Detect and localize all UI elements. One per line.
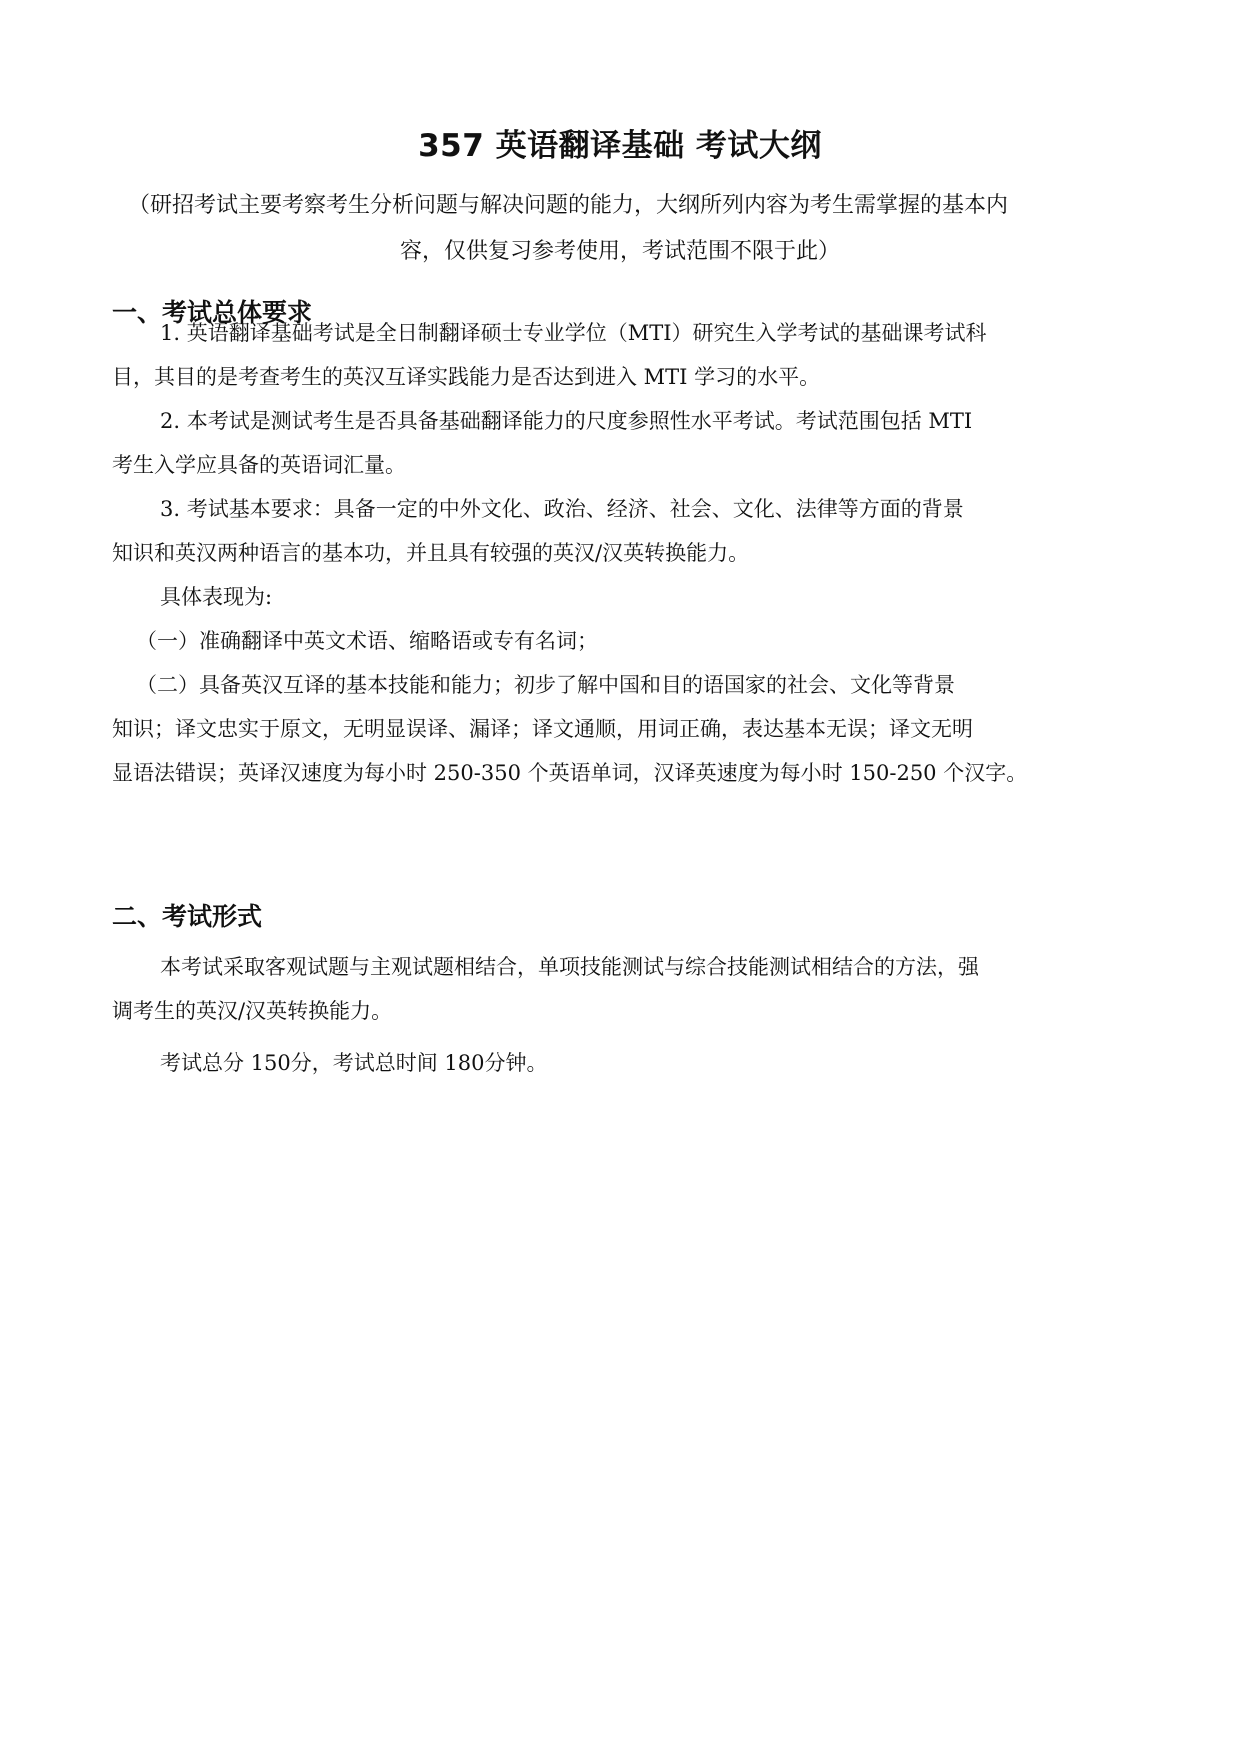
- exam-format-line-1: 本考试采取客观试题与主观试题相结合，单项技能测试与综合技能测试相结合的方法，强: [160, 955, 979, 979]
- performance-item-2-line-1: （二）具备英汉互译的基本技能和能力；初步了解中国和目的语国家的社会、文化等背景: [136, 673, 955, 697]
- specific-performance-label: 具体表现为:: [160, 585, 273, 609]
- scope-note-line-2: 容，仅供复习参考使用，考试范围不限于此）: [399, 239, 840, 264]
- requirement-3-line-2: 知识和英汉两种语言的基本功，并且具有较强的英汉/汉英转换能力。: [112, 541, 750, 565]
- exam-format-line-2: 调考生的英汉/汉英转换能力。: [112, 999, 393, 1023]
- scope-note-line-1: （研招考试主要考察考生分析问题与解决问题的能力，大纲所列内容为考生需掌握的基本内: [128, 193, 1009, 218]
- exam-score-time: 考试总分 150分，考试总时间 180分钟。: [160, 1051, 548, 1075]
- page-title: 357 英语翻译基础 考试大纲: [418, 128, 822, 164]
- section-heading-exam-format: 二、考试形式: [112, 902, 263, 931]
- performance-item-2-line-3: 显语法错误；英译汉速度为每小时 250-350 个英语单词，汉译英速度为每小时 150-250 个汉字。: [112, 761, 1028, 785]
- requirement-2-line-1: 2. 本考试是测试考生是否具备基础翻译能力的尺度参照性水平考试。考试范围包括 MTI: [160, 409, 973, 433]
- requirement-3-line-1: 3. 考试基本要求：具备一定的中外文化、政治、经济、社会、文化、法律等方面的背景: [160, 497, 964, 521]
- requirement-1-line-2: 目，其目的是考查考生的英汉互译实践能力是否达到进入 MTI 学习的水平。: [112, 365, 821, 389]
- performance-item-2-line-2: 知识；译文忠实于原文，无明显误译、漏译；译文通顺，用词正确，表达基本无误；译文无明: [112, 717, 973, 741]
- section-heading-requirements: 一、考试总体要求: [112, 298, 313, 327]
- requirement-2-line-2: 考生入学应具备的英语词汇量。: [112, 453, 406, 477]
- requirement-1-line-1: 1. 英语翻译基础考试是全日制翻译硕士专业学位（MTI）研究生入学考试的基础课考试科: [160, 321, 987, 345]
- performance-item-1: （一）准确翻译中英文术语、缩略语或专有名词；: [136, 629, 598, 653]
